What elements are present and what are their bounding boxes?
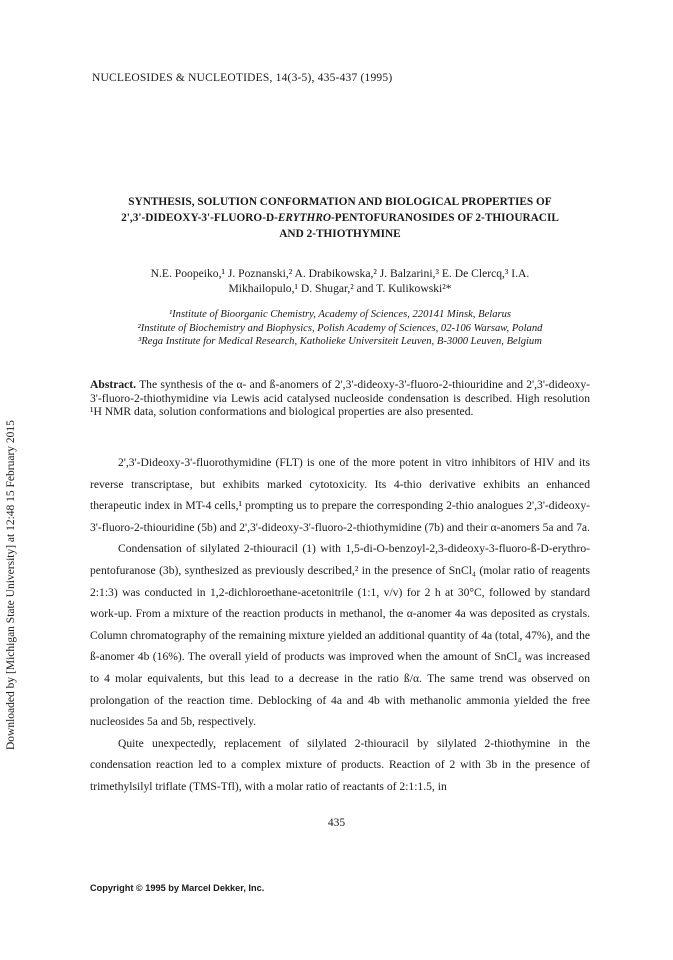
download-watermark bbox=[2, 140, 20, 760]
abstract bbox=[90, 378, 590, 419]
affiliation-2: ²Institute of Biochemistry and Biophysics, Polish Academy of Sciences, 02-106 Warsaw, Poland bbox=[137, 322, 543, 334]
paragraph-3: Quite unexpectedly, replacement of silylated 2-thiouracil by silylated 2-thiothymine in the condensation reaction led to a complex mixture of products. Reaction of 2 with 3b in the presence of trimethylsilyl triflate (TMS-Tfl), with a molar ratio of reactants of 2:1:1.5, in bbox=[90, 736, 590, 793]
abstract-text: The synthesis of the α- and ß-anomers of 2',3'-dideoxy-3'-fluoro-2-thiouridine and 2',3'-dideoxy-3'-fluoro-2-thiothymidine via Lewis acid catalysed nucleoside condensation is described. High resolution ¹H NMR data, solution conformations and biological properties are also presented. bbox=[90, 378, 590, 419]
journal-header: NUCLEOSIDES & NUCLEOTIDES, 14(3-5), 435-437 (1995) bbox=[92, 72, 393, 84]
paragraph-2: Condensation of silylated 2-thiouracil (1) with 1,5-di-O-benzoyl-2,3-dideoxy-3-fluoro-ß-D-erythro-pentofuranose (3b), synthesized as previously described,² in the presence of SnCl₄ (molar ratio of reagents 2:1:3) was conducted in 1,2-dichloroethane-acetonitrile (1:1, v/v) for 2 h at 30°C, followed by standard work-up. From a mixture of the reaction products in methanol, the α-anomer 4a was deposited as crystals. Column chromatography of the remaining mixture yielded an additional quantity of 4a (total, 47%), and the ß-anomer 4b (16%). The overall yield of products was improved when the amount of SnCl₄ was increased to 4 molar equivalents, but this lead to a decrease in the ratio ß/α. The same trend was observed on prolongation of the reaction time. Deblocking of 4a and 4b with methanolic ammonia yielded the free nucleosides 5a and 5b, respectively. bbox=[90, 542, 591, 729]
affiliation-1: ¹Institute of Bioorganic Chemistry, Academy of Sciences, 220141 Minsk, Belarus bbox=[168, 309, 512, 320]
paragraph-1: 2',3'-Dideoxy-3'-fluorothymidine (FLT) is one of the more potent in vitro inhibitors of HIV and its reverse transcriptase, but exhibits marked cytotoxicity. Its 4-thio derivative exhibits an enhanced therapeutic index in MT-4 cells,¹ prompting us to prepare the corresponding 2-thio analogues 2',3'-dideoxy-3'-fluoro-2-thiouridine (5b) and 2',3'-dideoxy-3'-fluoro-2-thiothymidine (7b) and their α-anomers 5a and 7a. bbox=[90, 456, 590, 534]
title-line-3: AND 2-THIOTHYMINE bbox=[279, 228, 401, 240]
download-note: Downloaded by [Michigan State University] at 12:48 15 February 2015 bbox=[5, 420, 17, 750]
copyright-notice: Copyright © 1995 by Marcel Dekker, Inc. bbox=[90, 883, 265, 893]
affiliation-3: ³Rega Institute for Medical Research, Katholieke Universiteit Leuven, B-3000 Leuven, Belgium bbox=[138, 336, 542, 347]
author-list bbox=[100, 266, 580, 296]
authors-line-2: Mikhailopulo,¹ D. Shugar,² and T. Kulikowski²* bbox=[228, 282, 452, 295]
affiliations bbox=[90, 308, 590, 349]
title-line-1: SYNTHESIS, SOLUTION CONFORMATION AND BIOLOGICAL PROPERTIES OF bbox=[128, 196, 552, 208]
body-text bbox=[90, 452, 590, 798]
page-number: 435 bbox=[327, 817, 346, 829]
authors-line-1: N.E. Poopeiko,¹ J. Poznanski,² A. Drabikowska,² J. Balzarini,³ E. De Clercq,³ I.A. bbox=[150, 267, 530, 280]
title-line-2: 2',3'-DIDEOXY-3'-FLUORO-D-ERYTHRO-PENTOFURANOSIDES OF 2-THIOURACIL bbox=[121, 212, 559, 224]
abstract-label: Abstract. bbox=[90, 378, 137, 391]
paper-title bbox=[80, 194, 600, 242]
